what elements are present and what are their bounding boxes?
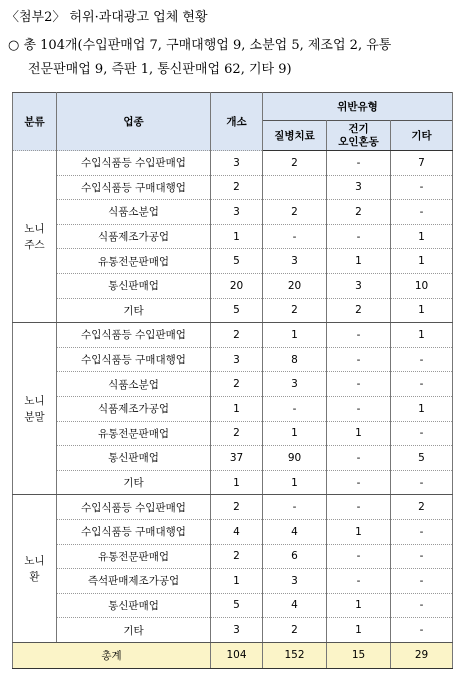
business-cell: 식품소분업 xyxy=(57,372,211,397)
total-value: 104 xyxy=(211,642,263,668)
header-category: 분류 xyxy=(13,93,57,151)
other-count-cell: - xyxy=(391,569,453,594)
table-row xyxy=(13,593,453,618)
count-cell: 2 xyxy=(211,495,263,520)
disease-count-cell: 3 xyxy=(263,569,327,594)
summary-text xyxy=(8,34,391,82)
health-confusion-count-cell: - xyxy=(327,544,391,569)
total-value: 152 xyxy=(263,642,327,668)
other-count-cell: - xyxy=(391,470,453,495)
count-cell: 4 xyxy=(211,519,263,544)
count-cell: 3 xyxy=(211,151,263,176)
health-confusion-count-cell: 3 xyxy=(327,273,391,298)
count-cell: 1 xyxy=(211,569,263,594)
other-count-cell: - xyxy=(391,200,453,225)
disease-count-cell: 8 xyxy=(263,347,327,372)
business-cell: 수입식품등 구매대행업 xyxy=(57,175,211,200)
table-row xyxy=(13,421,453,446)
disease-count-cell: - xyxy=(263,495,327,520)
other-count-cell: - xyxy=(391,372,453,397)
health-confusion-count-cell: - xyxy=(327,372,391,397)
count-cell: 2 xyxy=(211,544,263,569)
category-cell: 노니 주스 xyxy=(13,151,57,323)
business-cell: 기타 xyxy=(57,298,211,323)
other-count-cell: - xyxy=(391,618,453,643)
count-cell: 2 xyxy=(211,175,263,200)
category-cell: 노니 환 xyxy=(13,495,57,643)
health-confusion-count-cell: - xyxy=(327,347,391,372)
header-violation-type: 위반유형 xyxy=(263,93,453,121)
violation-table xyxy=(12,92,453,669)
health-confusion-count-cell: - xyxy=(327,323,391,348)
disease-count-cell xyxy=(263,175,327,200)
business-cell: 식품제조가공업 xyxy=(57,396,211,421)
table-row xyxy=(13,347,453,372)
table-row xyxy=(13,249,453,274)
header-business: 업종 xyxy=(57,93,211,151)
table-row xyxy=(13,224,453,249)
disease-count-cell: 2 xyxy=(263,200,327,225)
health-confusion-count-cell: - xyxy=(327,569,391,594)
business-cell: 수입식품등 구매대행업 xyxy=(57,347,211,372)
other-count-cell: - xyxy=(391,347,453,372)
count-cell: 5 xyxy=(211,249,263,274)
business-cell: 유통전문판매업 xyxy=(57,544,211,569)
other-count-cell: 2 xyxy=(391,495,453,520)
table-row xyxy=(13,151,453,176)
count-cell: 2 xyxy=(211,421,263,446)
disease-count-cell: 3 xyxy=(263,249,327,274)
health-confusion-count-cell: - xyxy=(327,470,391,495)
summary-line-1: ○ 총 104개(수입판매업 7, 구매대행업 9, 소분업 5, 제조업 2, 유통 xyxy=(8,38,392,53)
disease-count-cell: 2 xyxy=(263,298,327,323)
other-count-cell: - xyxy=(391,175,453,200)
business-cell: 기타 xyxy=(57,470,211,495)
business-cell: 수입식품등 구매대행업 xyxy=(57,519,211,544)
health-confusion-count-cell: - xyxy=(327,396,391,421)
health-confusion-count-cell: - xyxy=(327,151,391,176)
business-cell: 수입식품등 수입판매업 xyxy=(57,495,211,520)
other-count-cell: 1 xyxy=(391,298,453,323)
health-confusion-count-cell: 2 xyxy=(327,200,391,225)
count-cell: 2 xyxy=(211,323,263,348)
health-confusion-count-cell: - xyxy=(327,495,391,520)
disease-count-cell: - xyxy=(263,224,327,249)
table-row xyxy=(13,618,453,643)
disease-count-cell: 90 xyxy=(263,446,327,471)
table-row xyxy=(13,273,453,298)
count-cell: 3 xyxy=(211,200,263,225)
health-confusion-count-cell: 1 xyxy=(327,618,391,643)
total-value: 15 xyxy=(327,642,391,668)
table-row xyxy=(13,519,453,544)
health-confusion-count-cell: 2 xyxy=(327,298,391,323)
table-row xyxy=(13,175,453,200)
business-cell: 식품소분업 xyxy=(57,200,211,225)
header-health-confusion: 건기 오인혼동 xyxy=(327,121,391,151)
header-other: 기타 xyxy=(391,121,453,151)
count-cell: 20 xyxy=(211,273,263,298)
count-cell: 37 xyxy=(211,446,263,471)
health-confusion-count-cell: 3 xyxy=(327,175,391,200)
disease-count-cell: 2 xyxy=(263,151,327,176)
summary-line-2: 전문판매업 9, 즉판 1, 통신판매업 62, 기타 9) xyxy=(28,62,292,77)
business-cell: 기타 xyxy=(57,618,211,643)
disease-count-cell: 1 xyxy=(263,470,327,495)
header-count: 개소 xyxy=(211,93,263,151)
total-row xyxy=(13,642,453,668)
attachment-title: 〈첨부2〉 허위·과대광고 업체 현황 xyxy=(6,10,208,25)
disease-count-cell: 1 xyxy=(263,323,327,348)
health-confusion-count-cell: 1 xyxy=(327,519,391,544)
business-cell: 유통전문판매업 xyxy=(57,421,211,446)
disease-count-cell: - xyxy=(263,396,327,421)
health-confusion-count-cell: - xyxy=(327,224,391,249)
table-row xyxy=(13,446,453,471)
count-cell: 1 xyxy=(211,224,263,249)
health-confusion-count-cell: 1 xyxy=(327,421,391,446)
business-cell: 통신판매업 xyxy=(57,273,211,298)
business-cell: 통신판매업 xyxy=(57,593,211,618)
table-row xyxy=(13,495,453,520)
other-count-cell: 1 xyxy=(391,396,453,421)
other-count-cell: - xyxy=(391,519,453,544)
other-count-cell: 1 xyxy=(391,224,453,249)
count-cell: 2 xyxy=(211,372,263,397)
disease-count-cell: 6 xyxy=(263,544,327,569)
table-row xyxy=(13,200,453,225)
table-row xyxy=(13,298,453,323)
disease-count-cell: 2 xyxy=(263,618,327,643)
other-count-cell: 1 xyxy=(391,249,453,274)
count-cell: 1 xyxy=(211,396,263,421)
business-cell: 식품제조가공업 xyxy=(57,224,211,249)
total-value: 29 xyxy=(391,642,453,668)
total-label: 총계 xyxy=(13,642,211,668)
table-row xyxy=(13,544,453,569)
table-row xyxy=(13,323,453,348)
business-cell: 유통전문판매업 xyxy=(57,249,211,274)
health-confusion-count-cell: - xyxy=(327,446,391,471)
other-count-cell: 5 xyxy=(391,446,453,471)
disease-count-cell: 4 xyxy=(263,519,327,544)
count-cell: 5 xyxy=(211,298,263,323)
disease-count-cell: 20 xyxy=(263,273,327,298)
business-cell: 수입식품등 수입판매업 xyxy=(57,323,211,348)
business-cell: 즉석판매제조가공업 xyxy=(57,569,211,594)
business-cell: 수입식품등 수입판매업 xyxy=(57,151,211,176)
count-cell: 1 xyxy=(211,470,263,495)
category-cell: 노니 분말 xyxy=(13,323,57,495)
other-count-cell: - xyxy=(391,544,453,569)
disease-count-cell: 4 xyxy=(263,593,327,618)
disease-count-cell: 3 xyxy=(263,372,327,397)
other-count-cell: 1 xyxy=(391,323,453,348)
health-confusion-count-cell: 1 xyxy=(327,249,391,274)
table-row xyxy=(13,470,453,495)
other-count-cell: - xyxy=(391,593,453,618)
table-row xyxy=(13,396,453,421)
header-disease: 질병치료 xyxy=(263,121,327,151)
other-count-cell: 10 xyxy=(391,273,453,298)
count-cell: 5 xyxy=(211,593,263,618)
count-cell: 3 xyxy=(211,618,263,643)
health-confusion-count-cell: 1 xyxy=(327,593,391,618)
business-cell: 통신판매업 xyxy=(57,446,211,471)
table-row xyxy=(13,372,453,397)
other-count-cell: 7 xyxy=(391,151,453,176)
count-cell: 3 xyxy=(211,347,263,372)
other-count-cell: - xyxy=(391,421,453,446)
table-row xyxy=(13,569,453,594)
disease-count-cell: 1 xyxy=(263,421,327,446)
